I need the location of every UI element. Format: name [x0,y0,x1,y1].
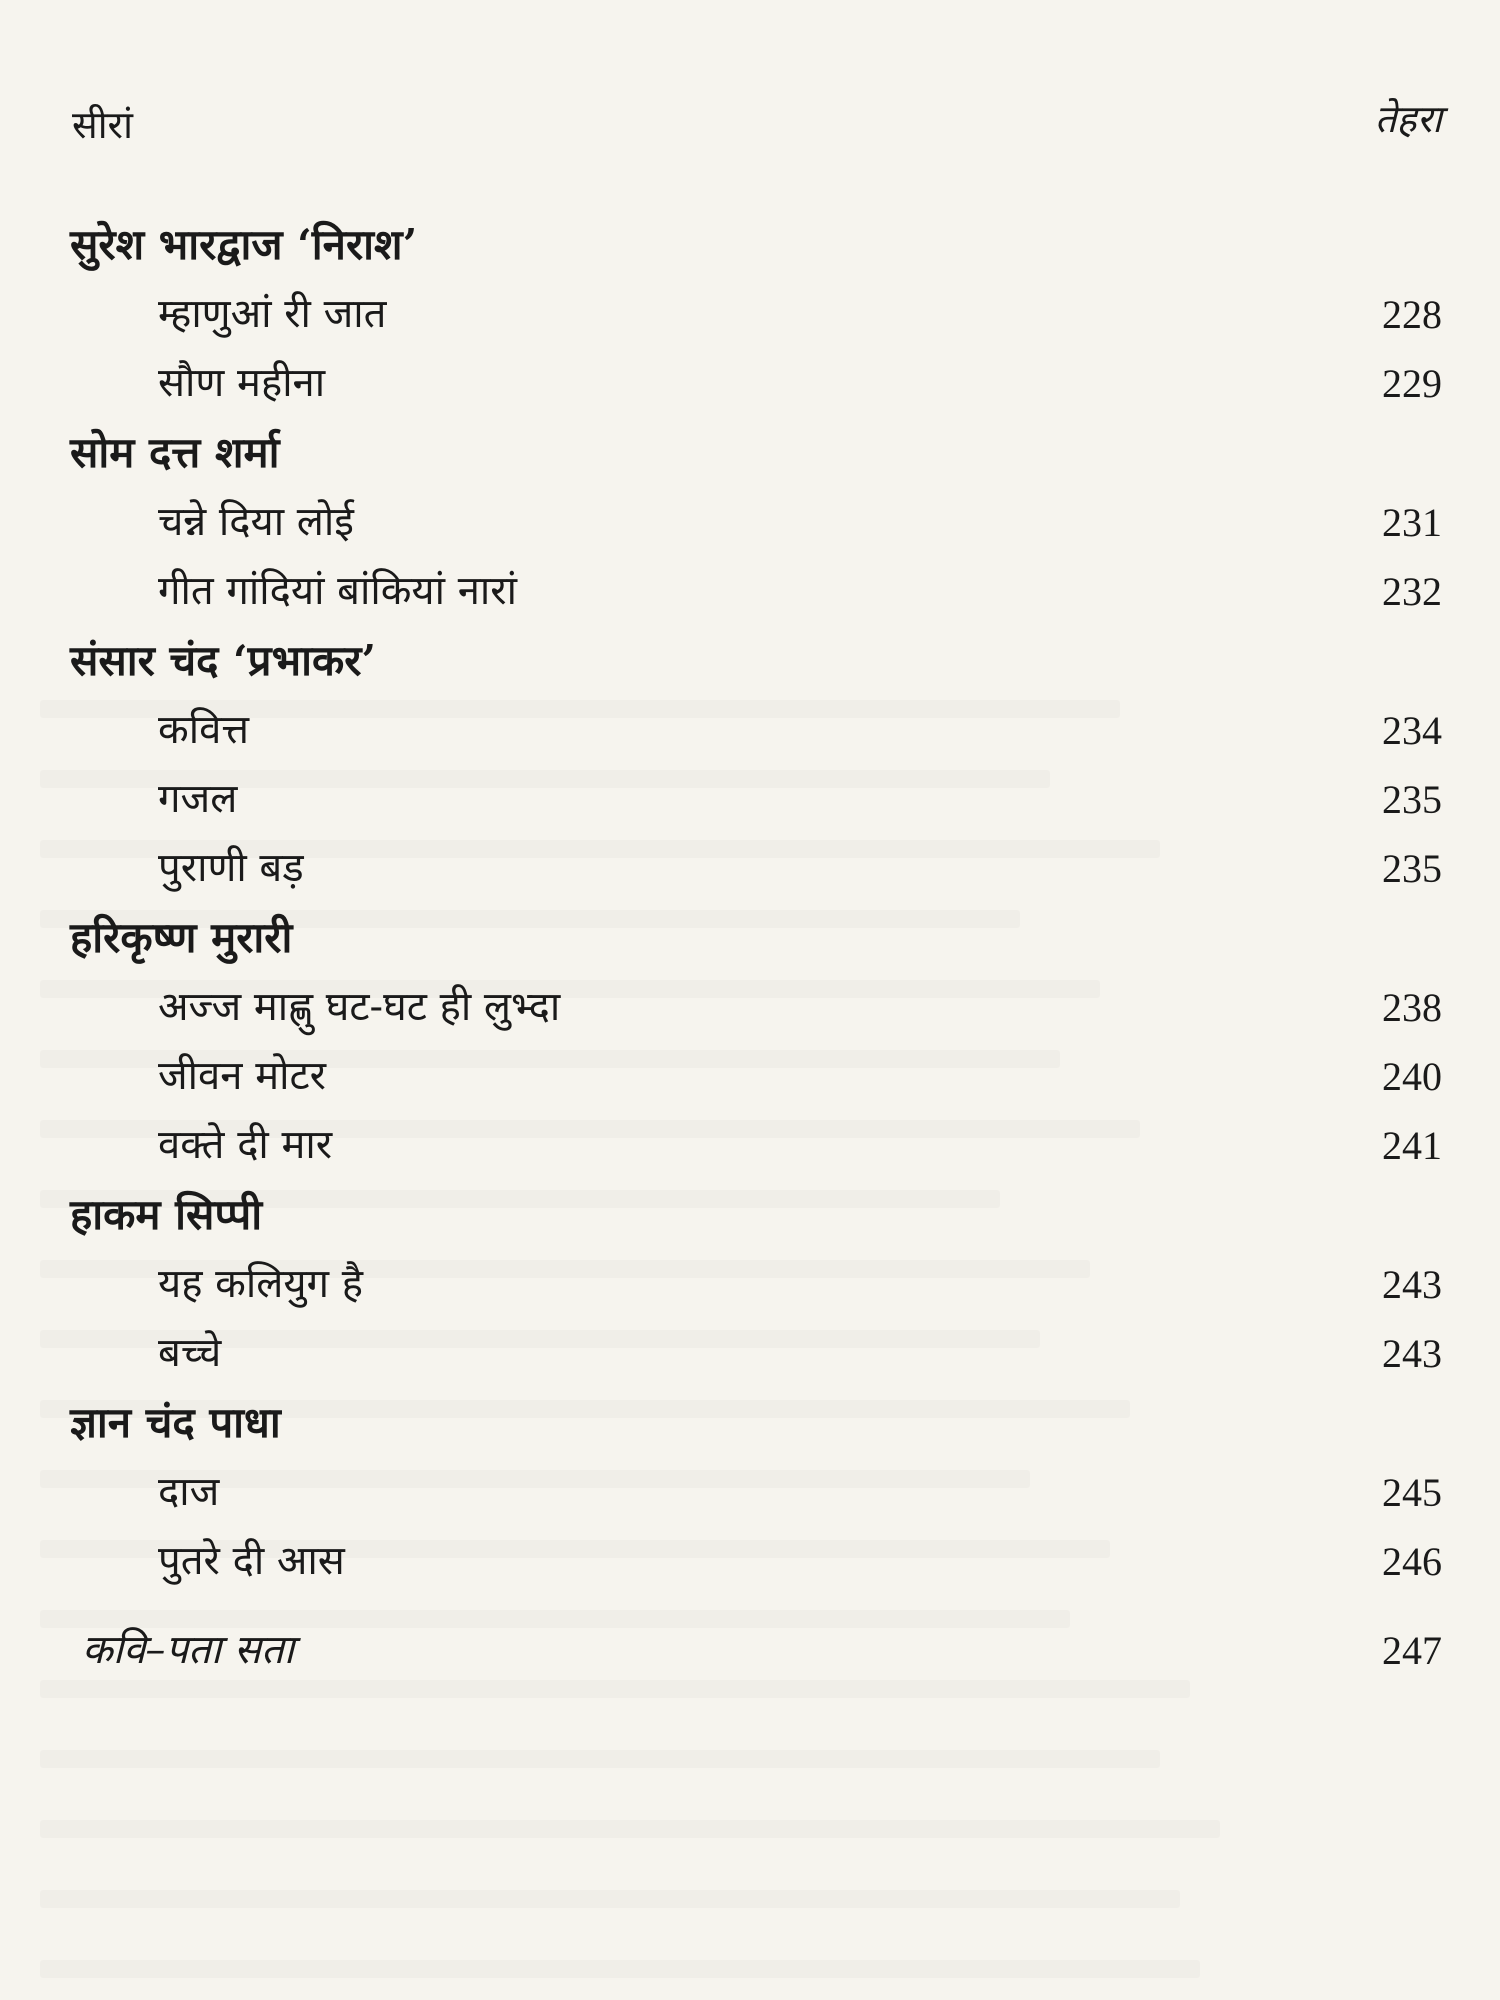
entry-page-number: 232 [1382,569,1442,614]
toc-final-entry [70,1616,1442,1685]
entry-title: सौण महीना [158,360,326,406]
toc-entry [70,1527,1442,1596]
author-heading: हरिकृष्ण मुरारी [70,913,293,962]
running-header-right: तेहरा [1374,97,1442,141]
toc-entry [70,973,1442,1042]
final-entry-title: कवि–पता सता [82,1627,295,1673]
toc-entry [70,488,1442,557]
toc-entry [70,1042,1442,1111]
entry-page-number: 243 [1382,1262,1442,1307]
entry-page-number: 243 [1382,1331,1442,1376]
author-heading: संसार चंद ‘प्रभाकर’ [70,636,377,685]
entry-title: पुतरे दी आस [158,1538,345,1584]
table-of-contents [70,210,1442,1685]
entry-page-number: 240 [1382,1054,1442,1099]
entry-page-number: 245 [1382,1470,1442,1515]
author-heading: हाकम सिप्पी [70,1190,263,1239]
entry-page-number: 241 [1382,1123,1442,1168]
author-heading: सोम दत्त शर्मा [70,428,280,477]
toc-entry [70,834,1442,903]
entry-title: गजल [158,776,238,822]
entry-title: गीत गांदियां बांकियां नारां [158,568,517,614]
entry-title: यह कलियुग है [158,1261,364,1307]
entry-page-number: 238 [1382,985,1442,1030]
entry-page-number: 234 [1382,708,1442,753]
entry-title: चन्ने दिया लोई [158,499,354,545]
author-heading: ज्ञान चंद पाधा [70,1398,281,1447]
entry-page-number: 235 [1382,777,1442,822]
toc-entry [70,1111,1442,1180]
toc-entry [70,765,1442,834]
entry-page-number: 229 [1382,361,1442,406]
entry-title: अज्ज माह्णु घट-घट ही लुभ्दा [158,984,561,1030]
entry-page-number: 231 [1382,500,1442,545]
entry-title: दाज [158,1469,220,1515]
entry-title: कवित्त [158,707,249,753]
toc-entry [70,1319,1442,1388]
toc-entry [70,696,1442,765]
entry-page-number: 235 [1382,846,1442,891]
entry-page-number: 246 [1382,1539,1442,1584]
toc-entry [70,1458,1442,1527]
toc-entry [70,1250,1442,1319]
entry-title: जीवन मोटर [158,1053,326,1099]
entry-title: बच्चे [158,1330,222,1376]
entry-title: म्हाणुआं री जात [158,291,387,337]
toc-entry [70,557,1442,626]
entry-page-number: 228 [1382,292,1442,337]
final-entry-page-number: 247 [1382,1628,1442,1673]
entry-title: वक्ते दी मार [158,1122,333,1168]
entry-title: पुराणी बड़ [158,845,304,891]
toc-entry [70,280,1442,349]
toc-entry [70,349,1442,418]
author-heading: सुरेश भारद्वाज ‘निराश’ [70,220,418,269]
running-header-left: सीरां [72,103,133,147]
